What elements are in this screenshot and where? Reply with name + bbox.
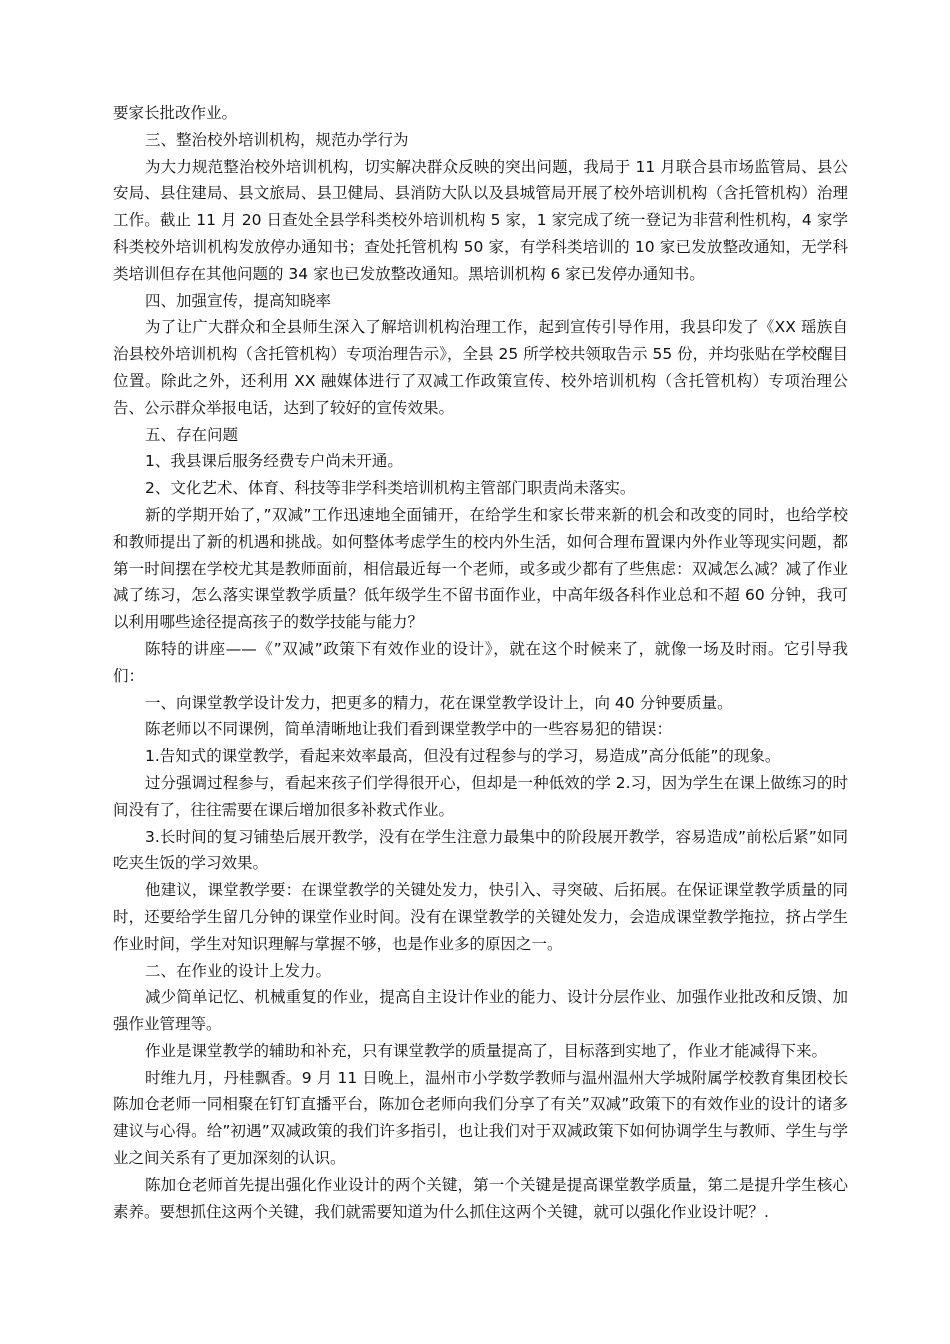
paragraph: 减少简单记忆、机械重复的作业，提高自主设计作业的能力、设计分层作业、加强作业批改和反馈、加强作业管理等。 [113,988,848,1034]
paragraph-continued: 要家长批改作业。 [113,104,238,122]
paragraph: 为了让广大群众和全县师生深入了解培训机构治理工作，起到宣传引导作用，我县印发了《XX 瑶族自治县校外培训机构（含托管机构）专项治理告示》，全县 25 所学校共领取告示 55 份，并均张贴在学校醒目位置。除此之外，还利用 XX 融媒体进行了双减工作政策宣传、校外培训机构（含托管机构）专项治理公告、公示群众举报电话，达到了较好的宣传效果。 [113,318,848,417]
paragraph: 时维九月，丹桂飘香。9 月 11 日晚上，温州市小学数学教师与温州温州大学城附属学校教育集团校长陈加仓老师一同相聚在钉钉直播平台，陈加仓老师向我们分享了有关”双减”政策下的有效作业的设计的诸多建议与心得。给”初遇”双减政策的我们许多指引，也让我们对于双减政策下如何协调学生与教师、学生与学业之间关系有了更加深刻的认识。 [113,1068,848,1168]
paragraph: 他建议，课堂教学要：在课堂教学的关键处发力，快引入、寻突破、后拓展。在保证课堂教学质量的同时，还要给学生留几分钟的课堂作业时间。没有在课堂教学的关键处发力，会造成课堂教学拖拉，挤占学生作业时间，学生对知识理解与掌握不够，也是作业多的原因之一。 [113,881,848,953]
paragraph: 陈老师以不同课例，简单清晰地让我们看到课堂教学中的一些容易犯的错误： [145,720,673,739]
paragraph: 陈特的讲座——《”双减”政策下有效作业的设计》，就在这个时候来了，就像一场及时雨。它引导我们： [113,639,848,685]
paragraph: 作业是课堂教学的辅助和补充，只有课堂教学的质量提高了，目标落到实地了，作业才能减得下来。 [145,1041,828,1060]
paragraph: 过分强调过程参与，看起来孩子们学得很开心，但却是一种低效的学 2.习，因为学生在课上做练习的时间没有了，往往需要在课后增加很多补救式作业。 [113,773,848,819]
paragraph: 新的学期开始了，”双减”工作迅速地全面铺开，在给学生和家长带来新的机会和改变的同时，也给学校和教师提出了新的机遇和挑战。如何整体考虑学生的校内外生活，如何合理布置课内外作业等现实问题，都第一时间摆在学校尤其是教师面前，相信最近每一个老师，或多或少都有了些焦虑：双减怎么减？减了作业减了练习，怎么落实课堂教学质量？低年级学生不留书面作业，中高年级各科作业总和不超 60 分钟，我可以利用哪些途径提高孩子的数学技能与能力？ [113,505,848,632]
paragraph: 为大力规范整治校外培训机构，切实解决群众反映的突出问题，我局于 11 月联合县市场监管局、县公安局、县住建局、县文旅局、县卫健局、县消防大队以及县城管局开展了校外培训机构（含托管机构）治理工作。截止 11 月 20 日查处全县学科类校外培训机构 5 家，1 家完成了统一登记为非营利性机构，4 家学科类校外培训机构发放停办通知书；查处托管机构 50 家，有学科类培训的 10 家已发放整改通知，无学科类培训但存在其他问题的 34 家也已发放整改通知。黑培训机构 6 家已发停办通知书。 [113,157,848,283]
section-heading-5: 五、存在问题 [145,425,239,444]
paragraph: 陈加仓老师首先提出强化作业设计的两个关键，第一个关键是提高课堂教学质量，第二是提升学生核心素养。要想抓住这两个关键，我们就需要知道为什么抓住这两个关键，就可以强化作业设计呢？. [113,1175,848,1221]
section-heading-4: 四、加强宣传，提高知晓率 [145,291,332,310]
paragraph: 二、在作业的设计上发力。 [145,961,332,980]
document-body [113,100,848,1225]
list-item: 3.长时间的复习铺垫后展开教学，没有在学生注意力最集中的阶段展开教学，容易造成”前松后紧”如同吃夹生饭的学习效果。 [113,827,848,873]
section-heading-3: 三、整治校外培训机构，规范办学行为 [145,130,409,149]
list-item: 2、文化艺术、体育、科技等非学科类培训机构主管部门职责尚未落实。 [145,479,636,498]
list-item: 1、我县课后服务经费专户尚未开通。 [145,452,403,471]
paragraph: 一、向课堂教学设计发力，把更多的精力，花在课堂教学设计上，向 40 分钟要质量。 [145,693,733,712]
list-item: 1.告知式的课堂教学，看起来效率最高，但没有过程参与的学习，易造成”高分低能”的现象。 [145,747,781,766]
